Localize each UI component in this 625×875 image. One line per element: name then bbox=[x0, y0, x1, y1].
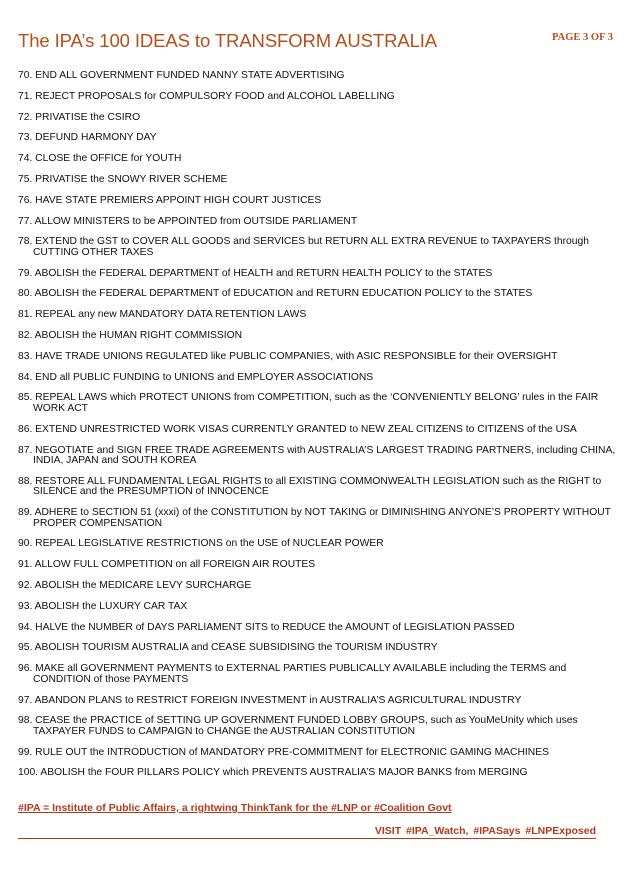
list-item: 77. ALLOW MINISTERS to be APPOINTED from OUTSIDE PARLIAMENT bbox=[18, 215, 358, 227]
list-item: 85. REPEAL LAWS which PROTECT UNIONS from COMPETITION, such as the ‘CONVENIENTLY BELONG’ rules in the FAIR WORK ACT bbox=[18, 392, 599, 414]
list-item: 90. REPEAL LEGISLATIVE RESTRICTIONS on the USE of NUCLEAR POWER bbox=[18, 538, 384, 550]
page-title: The IPA’s 100 IDEAS to TRANSFORM AUSTRALIA bbox=[18, 30, 438, 51]
list-item: 72. PRIVATISE the CSIRO bbox=[18, 111, 141, 123]
list-item: 89. ADHERE to SECTION 51 (xxxi) of the CONSTITUTION by NOT TAKING or DIMINISHING ANYONE’S PROPERTY WITHOUT PROPER COMPENSATION bbox=[18, 507, 611, 529]
list-item: 99. RULE OUT the INTRODUCTION of MANDATORY PRE-COMMITMENT for ELECTRONIC GAMING MACHINES bbox=[18, 746, 549, 758]
underline-rule bbox=[18, 838, 328, 839]
ipa-footnote: #IPA = Institute of Public Affairs, a rightwing ThinkTank for the #LNP or #Coalition Govt bbox=[18, 802, 452, 814]
list-item: 82. ABOLISH the HUMAN RIGHT COMMISSION bbox=[18, 330, 243, 342]
list-item: 73. DEFUND HARMONY DAY bbox=[18, 132, 157, 144]
list-item: 93. ABOLISH the LUXURY CAR TAX bbox=[18, 600, 188, 612]
list-item: 70. END ALL GOVERNMENT FUNDED NANNY STATE ADVERTISING bbox=[18, 70, 345, 81]
list-item: 75. PRIVATISE the SNOWY RIVER SCHEME bbox=[18, 173, 228, 185]
list-item: 80. ABOLISH the FEDERAL DEPARTMENT of EDUCATION and RETURN EDUCATION POLICY to the STATES bbox=[18, 288, 533, 300]
list-item: 84. END all PUBLIC FUNDING to UNIONS and EMPLOYER ASSOCIATIONS bbox=[18, 371, 374, 383]
list-item: 98. CEASE the PRACTICE of SETTING UP GOVERNMENT FUNDED LOBBY GROUPS, such as YouMeUnity which uses TAXPAYER FUNDS to CAMPAIGN to CHANGE the AUSTRALIAN CONSTITUTION bbox=[18, 715, 578, 737]
list-item: 95. ABOLISH TOURISM AUSTRALIA and CEASE SUBSIDISING the TOURISM INDUSTRY bbox=[18, 642, 438, 654]
list-item: 78. EXTEND the GST to COVER ALL GOODS and SERVICES but RETURN ALL EXTRA REVENUE to TAXPAYERS through CUTTING OTHER TAXES bbox=[18, 236, 589, 258]
list-item: 79. ABOLISH the FEDERAL DEPARTMENT of HEALTH and RETURN HEALTH POLICY to the STATES bbox=[18, 267, 493, 279]
list-item: 74. CLOSE the OFFICE for YOUTH bbox=[18, 153, 182, 165]
list-item: 96. MAKE all GOVERNMENT PAYMENTS to EXTERNAL PARTIES PUBLICALLY AVAILABLE including the TERMS and CONDITION of those PAYMENTS bbox=[18, 663, 567, 685]
list-item: 88. RESTORE ALL FUNDAMENTAL LEGAL RIGHTS to all EXISTING COMMONWEALTH LEGISLATION such as the RIGHT to SILENCE and the PRESUMPTION of INNOCENCE bbox=[18, 475, 602, 498]
list-item: 97. ABANDON PLANS to RESTRICT FOREIGN INVESTMENT in AUSTRALIA’S AGRICULTURAL INDUSTRY bbox=[18, 694, 522, 706]
list-item: 81. REPEAL any new MANDATORY DATA RETENTION LAWS bbox=[18, 309, 307, 321]
page-number: PAGE 3 OF 3 bbox=[552, 32, 613, 43]
ideas-list bbox=[18, 71, 616, 789]
list-item: 100. ABOLISH the FOUR PILLARS POLICY which PREVENTS AUSTRALIA’S MAJOR BANKS from MERGING bbox=[18, 767, 528, 779]
list-item: 87. NEGOTIATE and SIGN FREE TRADE AGREEMENTS with AUSTRALIA’S LARGEST TRADING PARTNERS, including CHINA, INDIA, JAPAN and SOUTH KOREA bbox=[18, 444, 616, 467]
list-item: 86. EXTEND UNRESTRICTED WORK VISAS CURRENTLY GRANTED to NEW ZEAL CITIZENS to CITIZENS of the USA bbox=[18, 423, 577, 435]
list-item: 94. HALVE the NUMBER of DAYS PARLIAMENT SITS to REDUCE the AMOUNT of LEGISLATION PASSED bbox=[18, 621, 515, 633]
list-item: 83. HAVE TRADE UNIONS REGULATED like PUBLIC COMPANIES, with ASIC RESPONSIBLE for their OVERSIGHT bbox=[18, 350, 558, 362]
list-item: 76. HAVE STATE PREMIERS APPOINT HIGH COURT JUSTICES bbox=[18, 194, 322, 206]
page-header bbox=[18, 28, 613, 58]
list-item: 91. ALLOW FULL COMPETITION on all FOREIGN AIR ROUTES bbox=[18, 559, 316, 571]
list-item: 71. REJECT PROPOSALS for COMPULSORY FOOD and ALCOHOL LABELLING bbox=[18, 90, 395, 102]
list-item: 92. ABOLISH the MEDICARE LEVY SURCHARGE bbox=[18, 580, 252, 592]
visit-hashtags: VISIT #IPA_Watch, #IPASays #LNPExposed bbox=[18, 825, 596, 839]
